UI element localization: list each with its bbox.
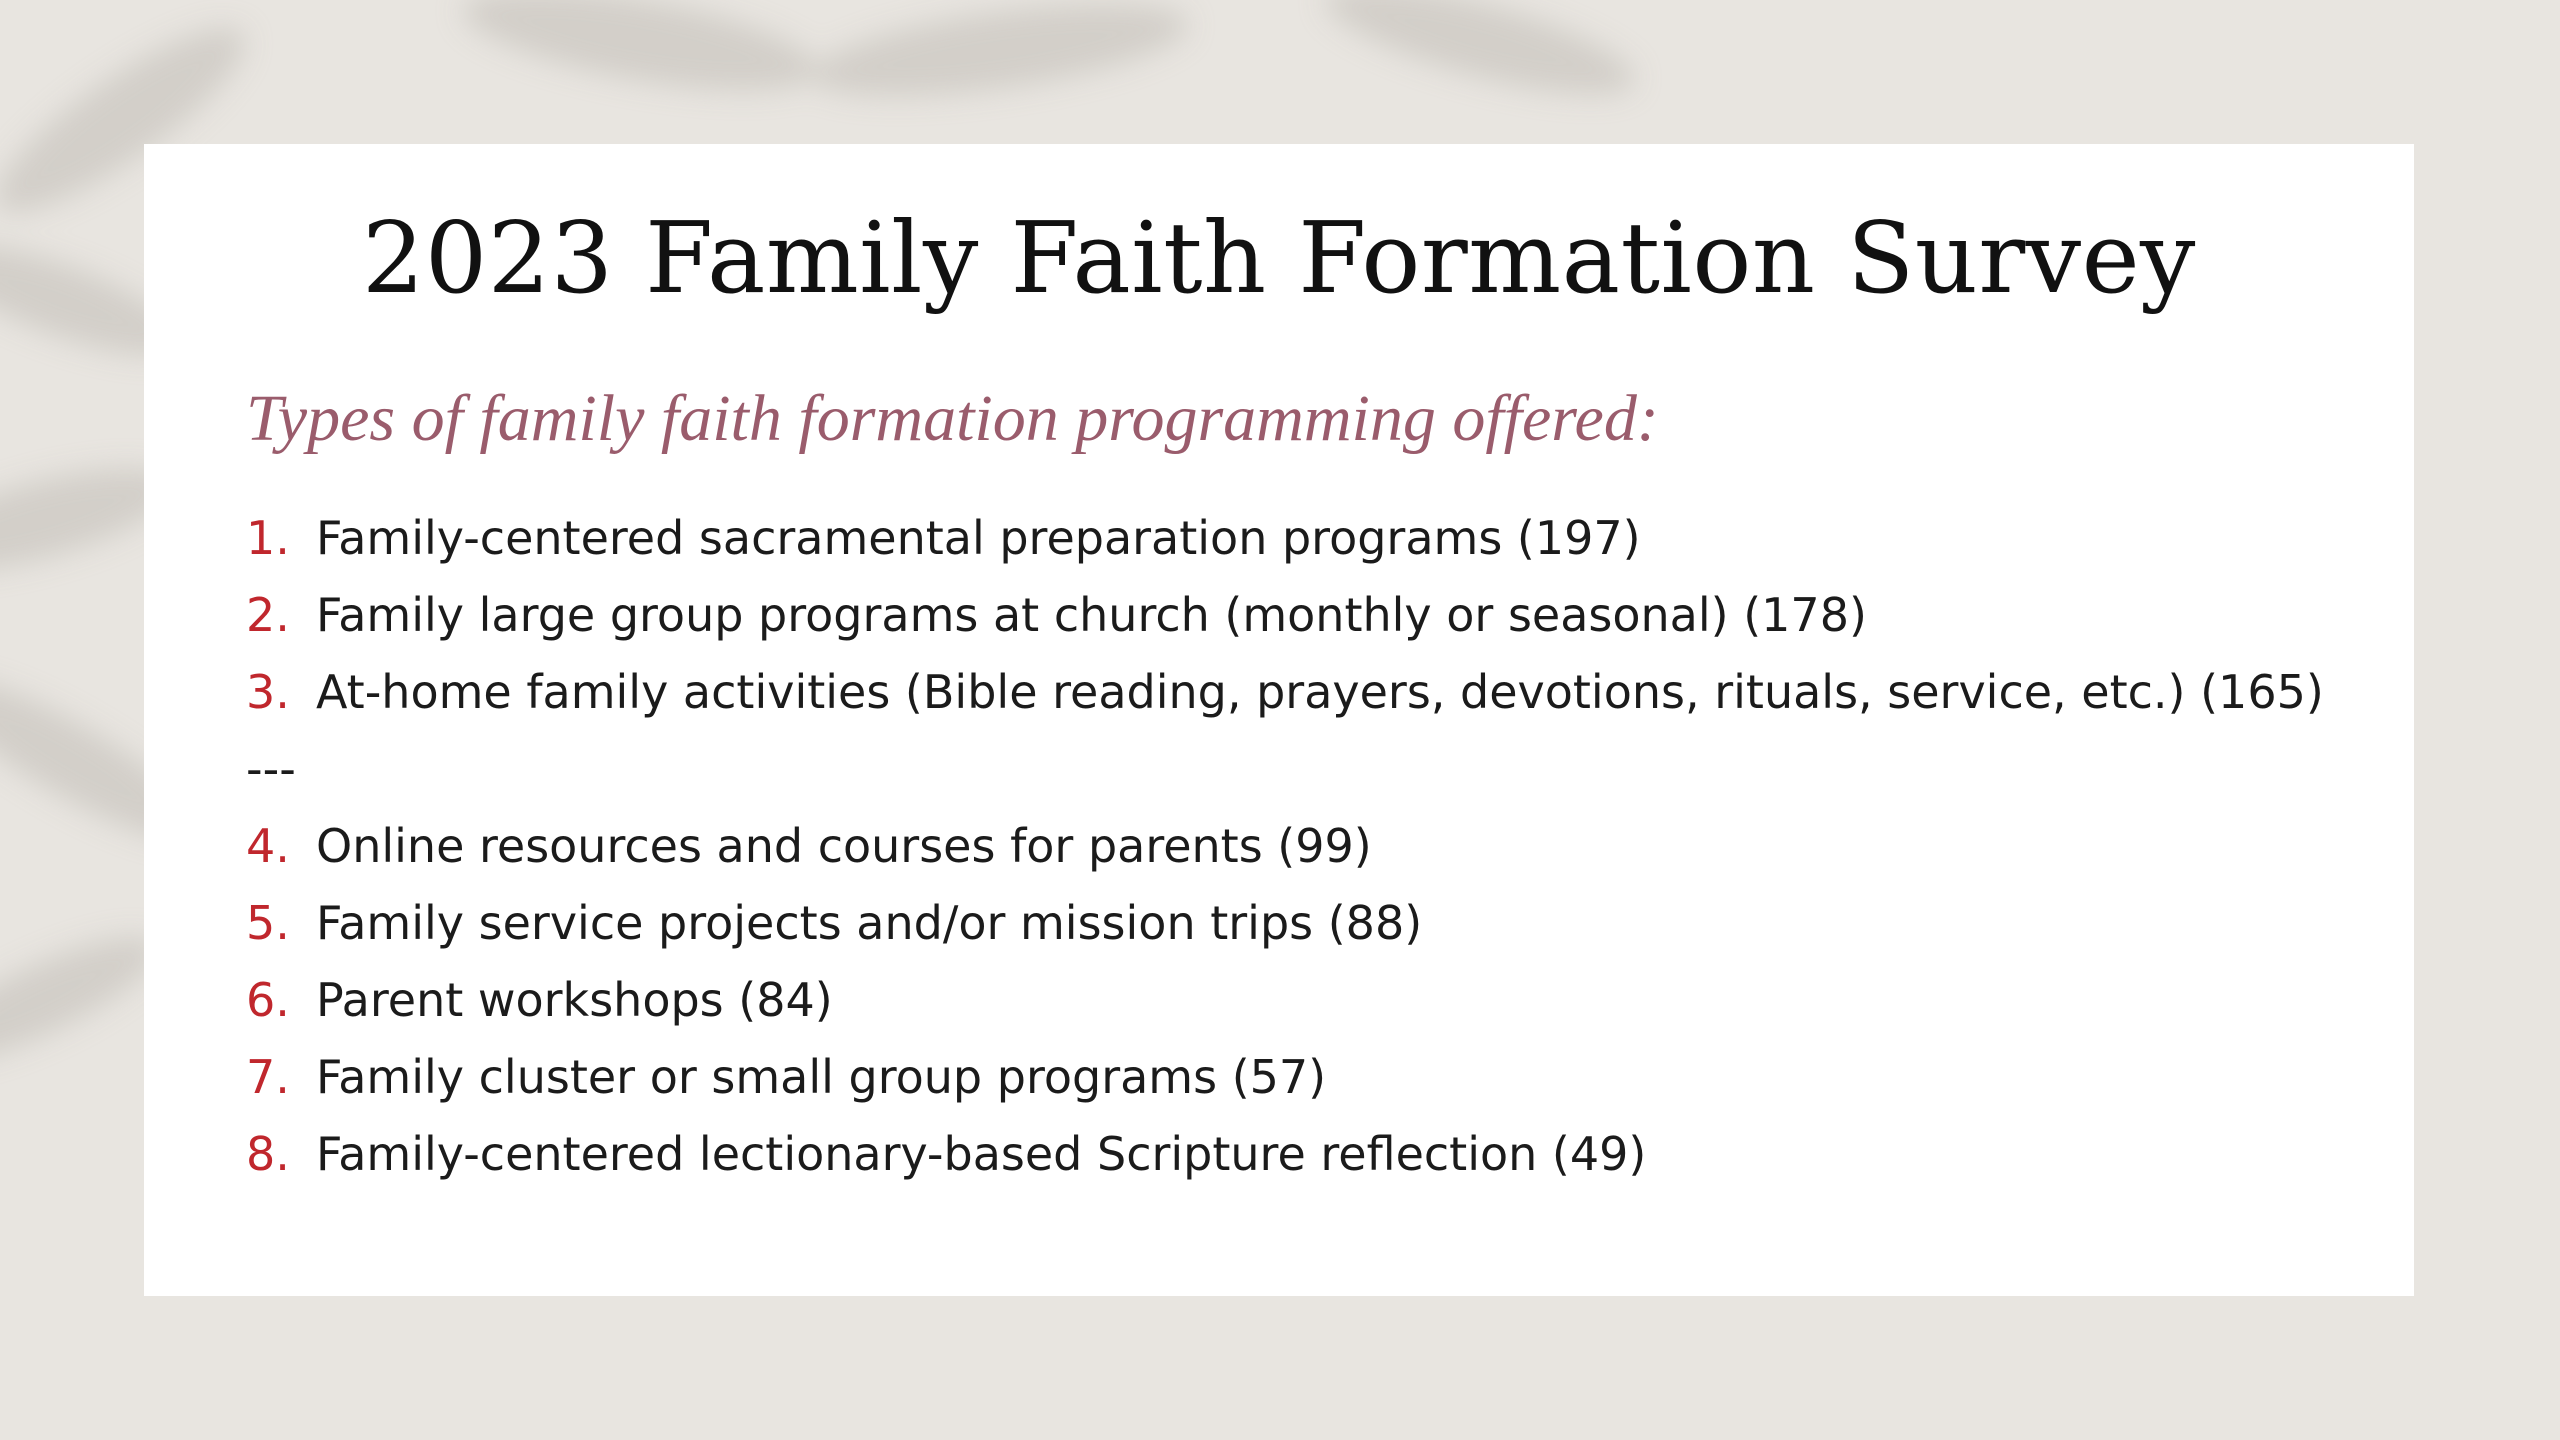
- list-item-text: Family service projects and/or mission trips (88): [316, 895, 1423, 950]
- list-item-number: 8.: [246, 1126, 290, 1181]
- separator-text: ---: [246, 741, 296, 796]
- list-item-text: Family-centered lectionary-based Scripture reflection (49): [316, 1126, 1647, 1181]
- list-item-number: 7.: [246, 1049, 290, 1104]
- list-item-text: Parent workshops (84): [316, 972, 833, 1027]
- list-item: [246, 807, 2366, 884]
- slide-card: [144, 144, 2414, 1296]
- programming-list: [246, 499, 2366, 1192]
- list-item-text: Family large group programs at church (monthly or seasonal) (178): [316, 587, 1867, 642]
- list-item-text: Family cluster or small group programs (57): [316, 1049, 1327, 1104]
- list-item-text: At-home family activities (Bible reading, prayers, devotions, rituals, service, etc.) (165): [316, 664, 2324, 719]
- list-item-number: 3.: [246, 664, 290, 719]
- slide-subtitle: Types of family faith formation programming offered:: [246, 382, 1659, 455]
- list-item: [246, 1115, 2366, 1192]
- list-item-text: Family-centered sacramental preparation programs (197): [316, 510, 1641, 565]
- list-item-number: 5.: [246, 895, 290, 950]
- list-item: [246, 961, 2366, 1038]
- list-item-text: Online resources and courses for parents (99): [316, 818, 1372, 873]
- list-item: [246, 884, 2366, 961]
- slide-title: 2023 Family Faith Formation Survey: [362, 202, 2196, 316]
- list-item: [246, 653, 2366, 730]
- list-separator: [246, 730, 2366, 807]
- list-item: [246, 1038, 2366, 1115]
- list-item-number: 1.: [246, 510, 290, 565]
- list-item: [246, 576, 2366, 653]
- list-item-number: 6.: [246, 972, 290, 1027]
- list-item: [246, 499, 2366, 576]
- list-item-number: 4.: [246, 818, 290, 873]
- list-item-number: 2.: [246, 587, 290, 642]
